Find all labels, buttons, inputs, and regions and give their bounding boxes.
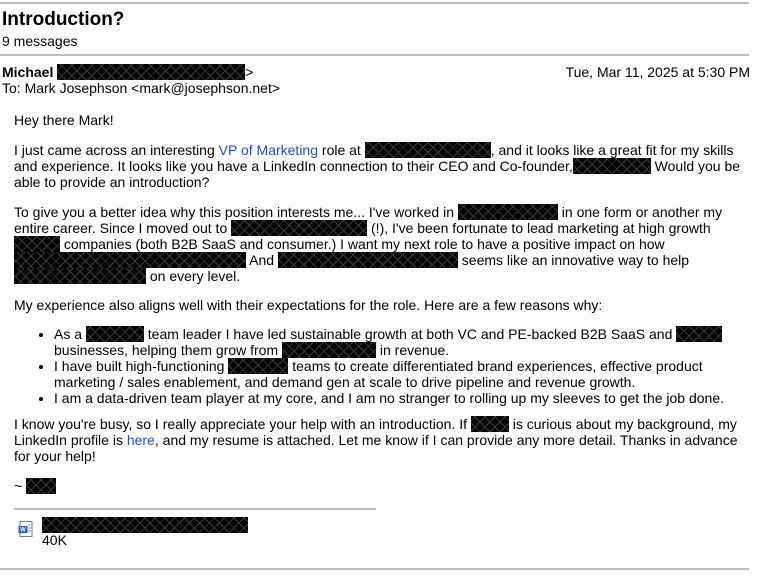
signature-tilde: ~ — [14, 478, 23, 494]
p2-text-c: (!), I've been fortunate to lead marketing at high growth — [367, 220, 711, 236]
b1-text-a: As a — [54, 326, 83, 342]
list-item — [54, 358, 744, 390]
list-item: • I am a data-driven team player at my core, and I am no stranger to rolling up my sleeves to get the job done. — [54, 390, 744, 406]
redacted-contact — [471, 416, 509, 432]
b2-text-b: teams to create differentiated brand experiences, effective product marketing / sales enablement, and demand gen at scale to drive pipeline and revenue growth. — [54, 358, 703, 390]
redacted-industry — [458, 204, 558, 220]
paragraph-4 — [14, 416, 749, 464]
p1-text-b: role at — [321, 142, 361, 158]
word-document-icon — [18, 521, 33, 538]
p2-text-d: companies (both B2B SaaS and consumer.) I want my next role to have a positive impact on how — [60, 236, 665, 252]
p1-text-d: Would you be able to provide an introduction? — [14, 158, 741, 190]
redacted-location — [231, 220, 367, 236]
p2-text-b: in one form or another my entire career. Since I moved out to — [14, 204, 723, 236]
message-count: 9 messages — [2, 33, 78, 49]
p4-text-a: I know you're busy, so I really appreciate your help with an introduction. If — [14, 416, 467, 432]
redacted-ceo-name — [573, 158, 651, 174]
redacted-revenue-range — [282, 342, 376, 358]
header-divider — [0, 54, 749, 56]
paragraph-1 — [14, 142, 744, 190]
redacted-signature-name — [26, 478, 56, 494]
reasons-list — [36, 326, 744, 406]
vp-of-marketing-link[interactable]: VP of Marketing — [218, 142, 319, 158]
p2-text-f: seems like an innovative way to help — [457, 252, 690, 268]
svg-text:W: W — [20, 527, 26, 534]
b1-text-d: in revenue. — [376, 342, 450, 358]
greeting: Hey there Mark! — [14, 112, 114, 128]
sender-line[interactable] — [2, 64, 253, 80]
b1-text-c: businesses, helping them grow from — [54, 342, 279, 358]
list-item — [54, 326, 744, 358]
p2-text-g: on every level. — [146, 268, 241, 284]
b2-text-a: I have built high-functioning — [54, 358, 225, 374]
paragraph-2 — [14, 204, 749, 284]
redacted-function — [86, 326, 144, 342]
paragraph-3: My experience also aligns well with their expectations for the role. Here are a few reasons why: — [14, 297, 603, 313]
recipient-line: To: Mark Josephson <mark@josephson.net> — [2, 80, 281, 96]
top-divider — [0, 2, 749, 4]
p1-text-a: I just came across an interesting — [14, 142, 215, 158]
p2-text-a: To give you a better idea why this position interests me... I've worked in — [14, 204, 455, 220]
b1-text-b: team leader I have led sustainable growth at both VC and PE-backed B2B SaaS and — [143, 326, 673, 342]
sender-email-suffix: > — [245, 64, 254, 80]
attachment-divider — [14, 508, 376, 510]
redacted-impact — [14, 252, 246, 268]
redacted-sender-email — [57, 64, 245, 80]
redacted-company — [365, 142, 491, 158]
p1-text-c: , and it looks like a great fit for my skills and experience. It looks like you have a LinkedIn connection to their CEO and Co-founder, — [14, 142, 734, 174]
redacted-team-type — [228, 358, 288, 374]
p4-text-b: is curious about my background, my LinkedIn profile is — [14, 416, 737, 448]
thread-subject: Introduction? — [2, 9, 125, 30]
sender-name: Michael — [2, 64, 54, 80]
bottom-divider — [0, 568, 749, 570]
redacted-sector — [14, 236, 60, 252]
p4-text-c: , and my resume is attached. Let me know if I can provide any more detail. Thanks in advance for your help! — [14, 432, 738, 464]
redacted-business-type — [676, 326, 722, 342]
message-date: Tue, Mar 11, 2025 at 5:30 PM — [565, 64, 750, 80]
redacted-attachment-filename[interactable] — [42, 517, 248, 533]
redacted-audience — [14, 268, 146, 284]
p2-text-e: And — [246, 252, 275, 268]
attachment-size: 40K — [42, 532, 67, 548]
redacted-company-2 — [278, 252, 458, 268]
linkedin-profile-link[interactable]: here — [126, 432, 155, 448]
signature — [14, 478, 56, 494]
